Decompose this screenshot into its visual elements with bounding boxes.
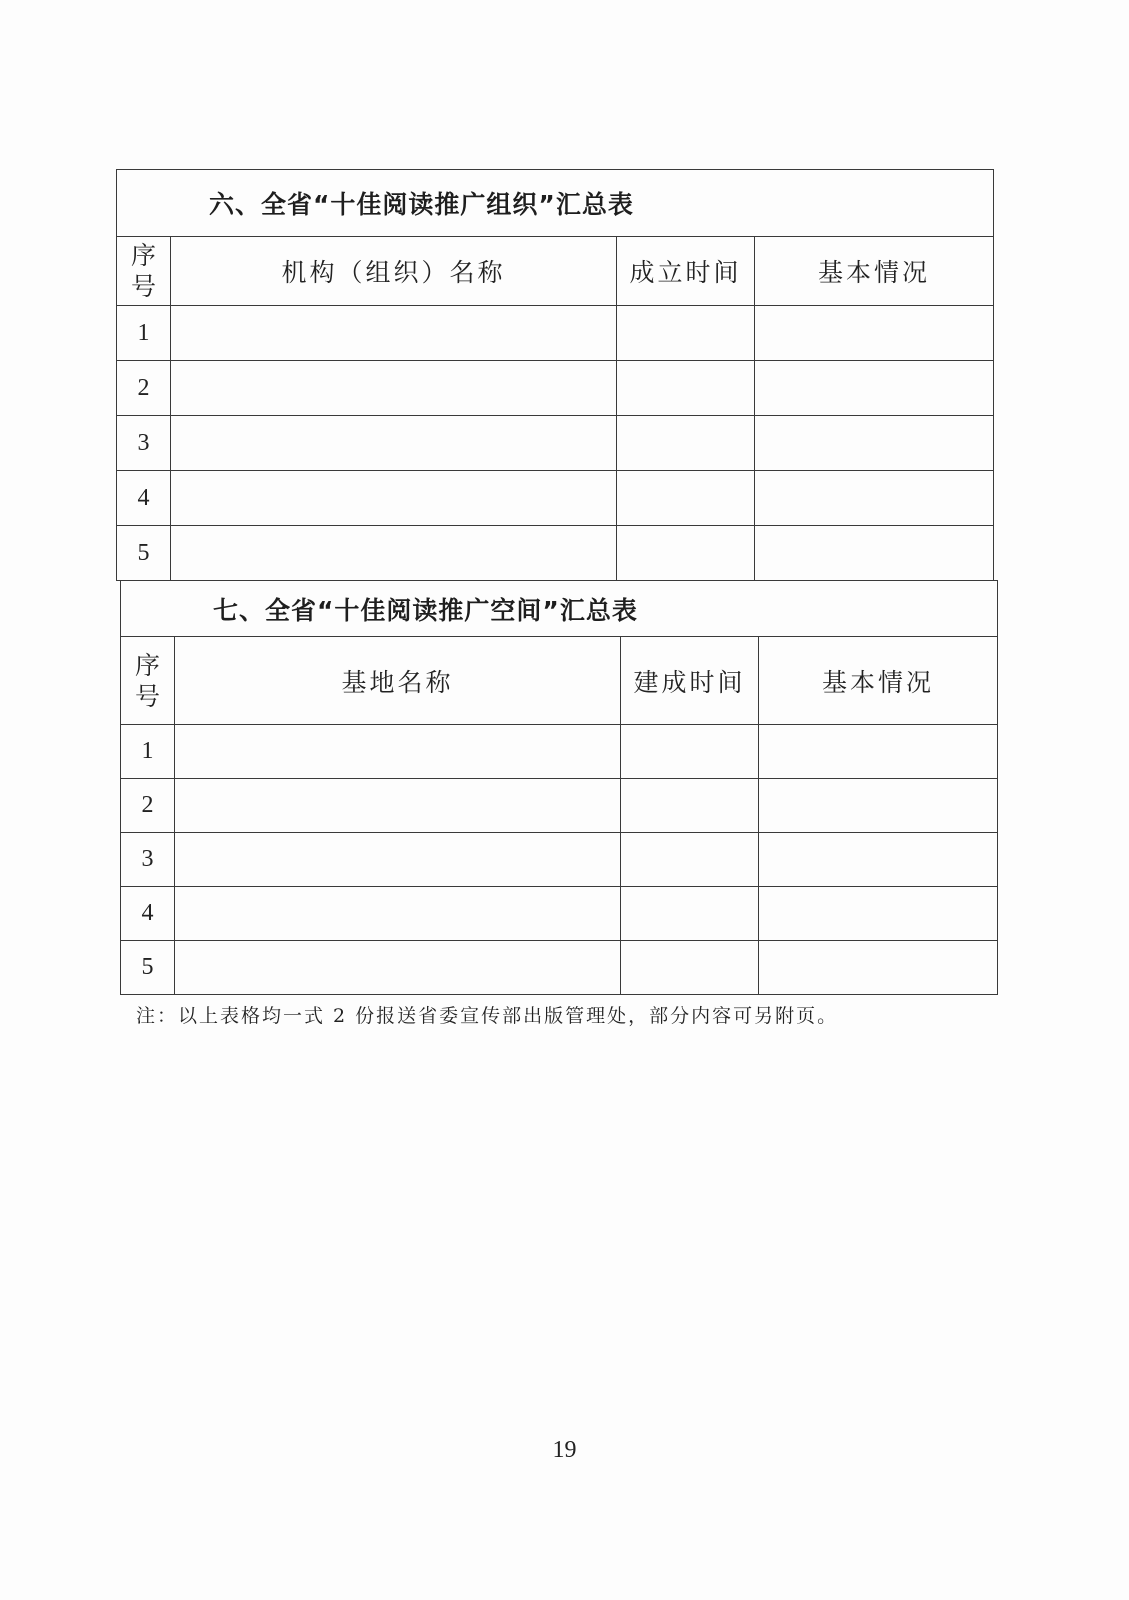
header-base-name: 基地名称: [175, 637, 621, 725]
header-basic-info: 基本情况: [759, 637, 998, 725]
table-row: [117, 471, 994, 526]
cell-basic-info: [759, 779, 998, 833]
row-number: 3: [117, 416, 171, 471]
cell-base-name: [175, 887, 621, 941]
cell-basic-info: [759, 941, 998, 995]
table-row: [117, 526, 994, 581]
table-row: [117, 306, 994, 361]
table-row: [117, 416, 994, 471]
table-title: 七、全省“十佳阅读推广空间”汇总表: [121, 581, 998, 637]
header-completion-date: 建成时间: [621, 637, 759, 725]
cell-basic-info: [755, 471, 994, 526]
table-top-reading-promotion-organizations: [116, 169, 994, 581]
cell-organization-name: [171, 471, 617, 526]
cell-organization-name: [171, 361, 617, 416]
cell-completion-date: [621, 725, 759, 779]
cell-organization-name: [171, 306, 617, 361]
page-number: 19: [552, 1437, 577, 1463]
cell-organization-name: [171, 526, 617, 581]
cell-organization-name: [171, 416, 617, 471]
cell-base-name: [175, 941, 621, 995]
cell-established-date: [617, 416, 755, 471]
cell-basic-info: [759, 887, 998, 941]
cell-completion-date: [621, 833, 759, 887]
cell-established-date: [617, 471, 755, 526]
row-number: 4: [121, 887, 175, 941]
table-row: [121, 833, 998, 887]
cell-basic-info: [755, 526, 994, 581]
row-number: 1: [121, 725, 175, 779]
cell-base-name: [175, 833, 621, 887]
cell-completion-date: [621, 941, 759, 995]
table-header-row: [121, 637, 998, 725]
cell-base-name: [175, 779, 621, 833]
cell-established-date: [617, 526, 755, 581]
row-number: 2: [121, 779, 175, 833]
cell-established-date: [617, 361, 755, 416]
cell-base-name: [175, 725, 621, 779]
table-row: [121, 779, 998, 833]
table-row: [121, 941, 998, 995]
footnote: 注：以上表格均一式 2 份报送省委宣传部出版管理处，部分内容可另附页。: [136, 1005, 839, 1027]
header-organization-name: 机构（组织）名称: [171, 237, 617, 306]
row-number: 5: [121, 941, 175, 995]
cell-basic-info: [755, 306, 994, 361]
row-number: 1: [117, 306, 171, 361]
cell-basic-info: [759, 833, 998, 887]
table-title-row: [117, 170, 994, 237]
row-number: 3: [121, 833, 175, 887]
row-number: 2: [117, 361, 171, 416]
cell-completion-date: [621, 779, 759, 833]
row-number: 4: [117, 471, 171, 526]
table-row: [121, 725, 998, 779]
table-row: [117, 361, 994, 416]
table-row: [121, 887, 998, 941]
header-basic-info: 基本情况: [755, 237, 994, 306]
table-top-reading-promotion-spaces: [120, 580, 998, 995]
cell-basic-info: [755, 416, 994, 471]
table-header-row: [117, 237, 994, 306]
cell-established-date: [617, 306, 755, 361]
cell-completion-date: [621, 887, 759, 941]
header-serial-number: 序 号: [121, 637, 175, 725]
header-established-date: 成立时间: [617, 237, 755, 306]
table-title-row: [121, 581, 998, 637]
row-number: 5: [117, 526, 171, 581]
cell-basic-info: [759, 725, 998, 779]
cell-basic-info: [755, 361, 994, 416]
header-serial-number: 序 号: [117, 237, 171, 306]
table-title: 六、全省“十佳阅读推广组织”汇总表: [117, 170, 994, 237]
